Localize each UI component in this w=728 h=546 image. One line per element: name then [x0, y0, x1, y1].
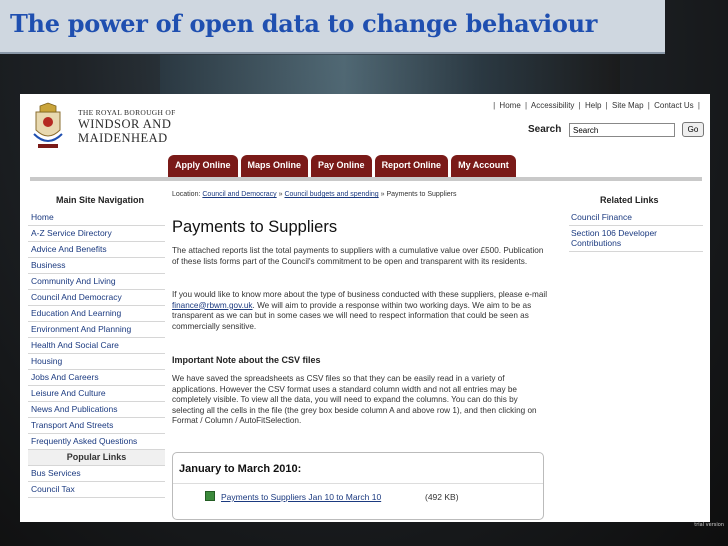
nav-item-environment-and-planning[interactable]: Environment And Planning — [28, 322, 165, 338]
background-screens — [160, 55, 620, 95]
contact-text-before: If you would like to know more about the type of business conducted with these suppliers, please e-mail — [172, 290, 548, 299]
popular-link-council-tax[interactable]: Council Tax — [28, 482, 165, 498]
breadcrumb-current: Payments to Suppliers — [386, 191, 457, 198]
nav-item-faq[interactable]: Frequently Asked Questions — [28, 434, 165, 450]
file-size: (492 KB) — [425, 492, 459, 502]
nav-item-news-and-publications[interactable]: News And Publications — [28, 402, 165, 418]
nav-item-business[interactable]: Business — [28, 258, 165, 274]
csv-note-paragraph: We have saved the spreadsheets as CSV files so that they can be easily read in a variety of applications. However the CSV format uses a standard column width and not all entries may be completely visible. To view all the data, you will need to expand the columns. You can do this by selecting all the cells in the file (the grey box beside column A and above row 1), and then clicking on Format / Column / AutoFitSelection. — [172, 374, 537, 425]
tab-maps-online[interactable]: Maps Online — [241, 155, 309, 177]
nav-item-council-and-democracy[interactable]: Council And Democracy — [28, 290, 165, 306]
toplink-site-map[interactable]: Site Map — [611, 101, 644, 110]
webpage-screenshot — [20, 94, 710, 522]
nav-item-home[interactable]: Home — [28, 210, 165, 226]
nav-item-advice-and-benefits[interactable]: Advice And Benefits — [28, 242, 165, 258]
nav-title: Main Site Navigation — [55, 195, 144, 205]
slide-title-banner — [0, 0, 665, 54]
slide-title: The power of open data to change behaviour — [10, 9, 598, 38]
tab-my-account[interactable]: My Account — [451, 155, 516, 177]
breadcrumb-label: Location: — [172, 191, 201, 198]
trial-watermark: trial version — [694, 522, 724, 528]
org-name[interactable] — [78, 108, 176, 145]
download-box — [172, 452, 544, 520]
nav-item-education-and-learning[interactable]: Education And Learning — [28, 306, 165, 322]
period-title: January to March 2010: — [179, 463, 302, 475]
tab-apply-online[interactable]: Apply Online — [168, 155, 238, 177]
contact-paragraph — [172, 290, 552, 332]
excel-file-icon — [205, 491, 215, 501]
finance-email-link[interactable]: finance@rbwm.gov.uk — [172, 300, 253, 310]
popular-link-bus-services[interactable]: Bus Services — [28, 466, 165, 482]
nav-item-a-z-service-directory[interactable]: A-Z Service Directory — [28, 226, 165, 242]
popular-links-title: Popular Links — [28, 450, 165, 466]
breadcrumb-council-budgets[interactable]: Council budgets and spending — [284, 191, 379, 198]
toplink-accessibility[interactable]: Accessibility — [530, 101, 575, 110]
related-links-title: Related Links — [600, 195, 659, 205]
org-name-line1: THE ROYAL BOROUGH OF — [78, 108, 176, 117]
main-site-navigation — [28, 210, 165, 498]
org-name-line2: WINDSOR AND — [78, 117, 172, 131]
nav-item-jobs-and-careers[interactable]: Jobs And Careers — [28, 370, 165, 386]
related-link-council-finance[interactable]: Council Finance — [569, 210, 703, 226]
related-links — [569, 210, 703, 252]
toplink-contact-us[interactable]: Contact Us — [654, 101, 694, 110]
breadcrumb: Location: Council and Democracy » Council budgets and spending » Payments to Suppliers — [172, 191, 457, 198]
service-tabs — [168, 155, 516, 177]
payments-file-link[interactable]: Payments to Suppliers Jan 10 to March 10 — [221, 492, 382, 502]
go-button[interactable]: Go — [682, 122, 704, 137]
intro-paragraph: The attached reports list the total payments to suppliers with a cumulative value over £500. Publication of these lists forms part of the Council's commitment to be open and transparent with its residents. — [172, 246, 544, 266]
top-links: | Home | Accessibility | Help | Site Map | Contact Us | — [493, 101, 700, 110]
nav-item-leisure-and-culture[interactable]: Leisure And Culture — [28, 386, 165, 402]
search-label: Search — [528, 124, 562, 135]
org-name-line3: MAIDENHEAD — [78, 131, 168, 145]
toplink-help[interactable]: Help — [584, 101, 602, 110]
search-input[interactable] — [569, 123, 675, 137]
toplink-home[interactable]: Home — [499, 101, 521, 110]
csv-note-heading: Important Note about the CSV files — [172, 355, 321, 365]
tab-report-online[interactable]: Report Online — [375, 155, 449, 177]
page-title: Payments to Suppliers — [172, 218, 338, 236]
tab-pay-online[interactable]: Pay Online — [311, 155, 372, 177]
crest-icon — [32, 102, 64, 152]
box-divider — [173, 483, 543, 484]
contact-text-after: . We will aim to provide a response within two working days. We aim to be as transparent as we can but in some cases we will need to respect information that could be seen as commercially sensitive. — [172, 300, 532, 331]
nav-item-transport-and-streets[interactable]: Transport And Streets — [28, 418, 165, 434]
nav-item-health-and-social-care[interactable]: Health And Social Care — [28, 338, 165, 354]
related-link-section-106[interactable]: Section 106 Developer Contributions — [569, 226, 703, 252]
nav-item-community-and-living[interactable]: Community And Living — [28, 274, 165, 290]
tab-divider — [30, 177, 702, 181]
breadcrumb-council-and-democracy[interactable]: Council and Democracy — [202, 191, 277, 198]
nav-item-housing[interactable]: Housing — [28, 354, 165, 370]
